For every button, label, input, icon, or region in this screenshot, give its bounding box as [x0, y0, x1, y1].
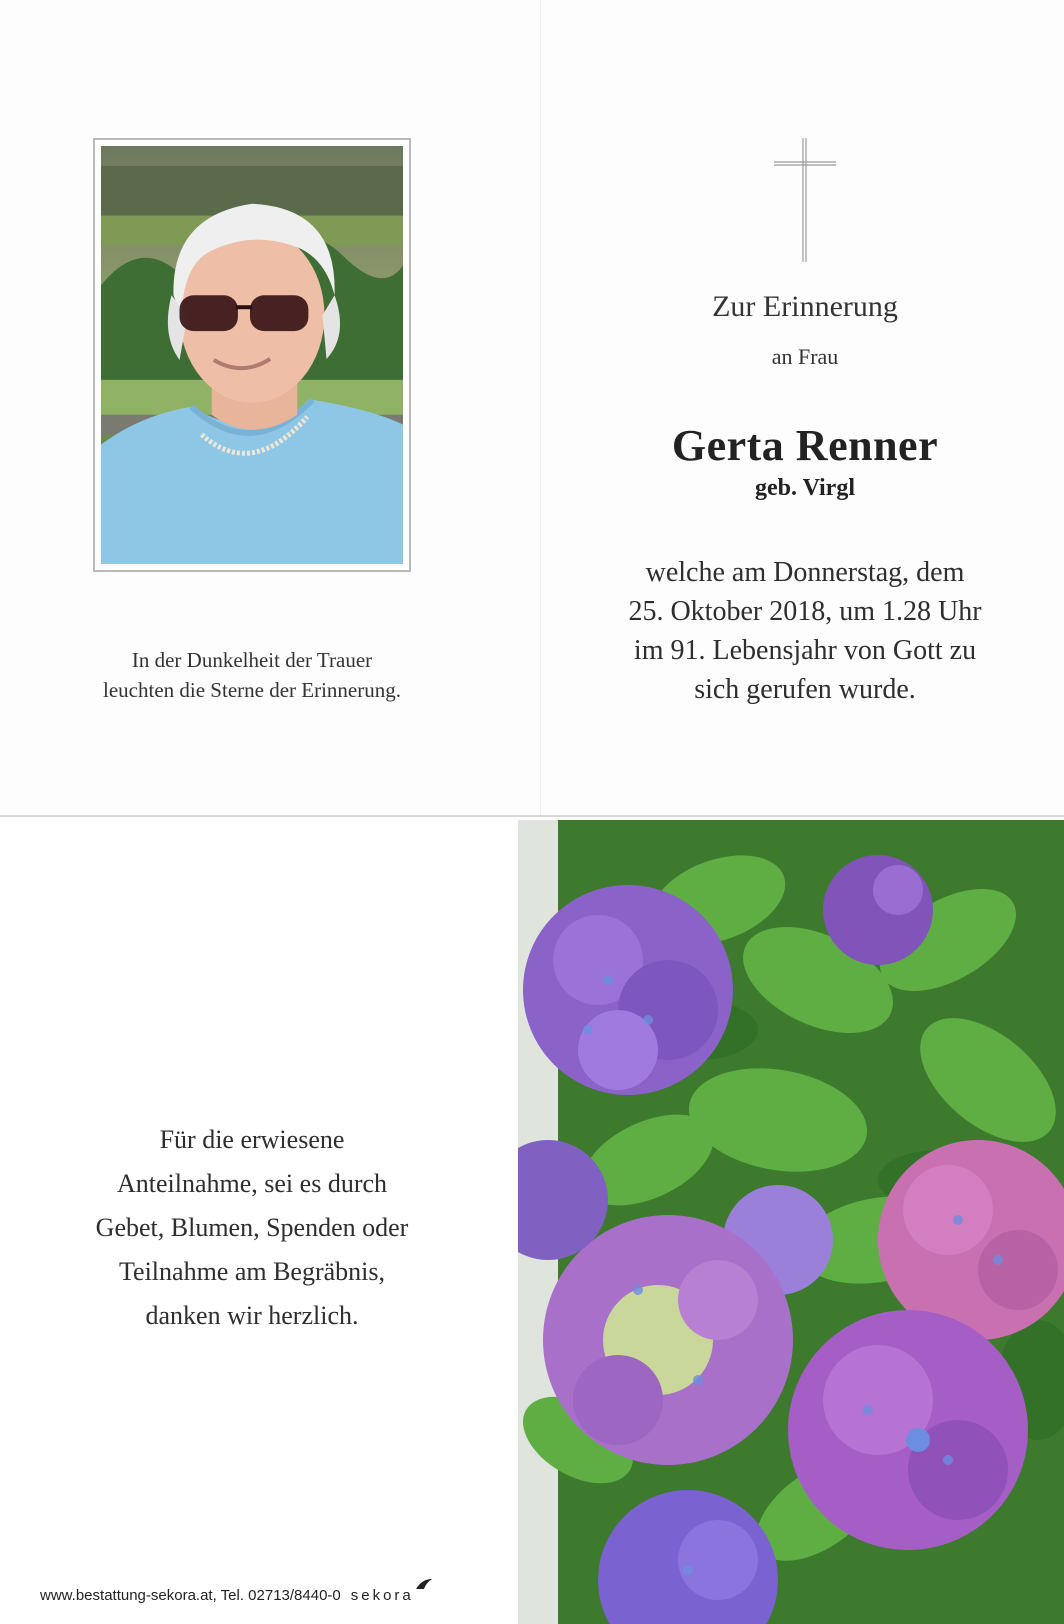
thanks-line: danken wir herzlich.	[145, 1301, 359, 1330]
contact-info: www.bestattung-sekora.at, Tel. 02713/8440-0	[40, 1587, 341, 1604]
deceased-name: Gerta Renner	[671, 421, 939, 470]
hydrangea-image	[518, 820, 1064, 1624]
notice-line: welche am Donnerstag, dem	[645, 557, 965, 588]
quote-line: In der Dunkelheit der Trauer	[131, 648, 373, 672]
notice-line: 25. Oktober 2018, um 1.28 Uhr	[628, 596, 982, 627]
brand-logo	[351, 1587, 414, 1604]
leaf-icon	[414, 1577, 434, 1591]
salutation: an Frau	[771, 344, 839, 369]
cross-icon	[772, 136, 838, 264]
portrait-frame	[93, 138, 411, 572]
thanks-line: Anteilnahme, sei es durch	[116, 1169, 388, 1198]
death-notice	[560, 553, 1050, 709]
fold-divider-vertical	[540, 0, 541, 815]
maiden-name: geb. Virgl	[755, 475, 855, 501]
brand-name: sekora	[350, 1587, 414, 1604]
thanks-line: Gebet, Blumen, Spenden oder	[95, 1213, 409, 1242]
thanks-message	[60, 1118, 444, 1338]
notice-line: im 91. Lebensjahr von Gott zu	[633, 635, 977, 666]
notice-line: sich gerufen wurde.	[694, 674, 916, 705]
memorial-quote	[60, 645, 444, 705]
portrait-photo	[101, 146, 403, 564]
footer	[40, 1587, 500, 1604]
memorial-heading: Zur Erinnerung	[712, 290, 898, 323]
thanks-line: Für die erwiesene	[159, 1125, 345, 1154]
fold-divider-horizontal	[0, 815, 1064, 817]
quote-line: leuchten die Sterne der Erinnerung.	[103, 678, 401, 702]
thanks-line: Teilnahme am Begräbnis,	[118, 1257, 386, 1286]
